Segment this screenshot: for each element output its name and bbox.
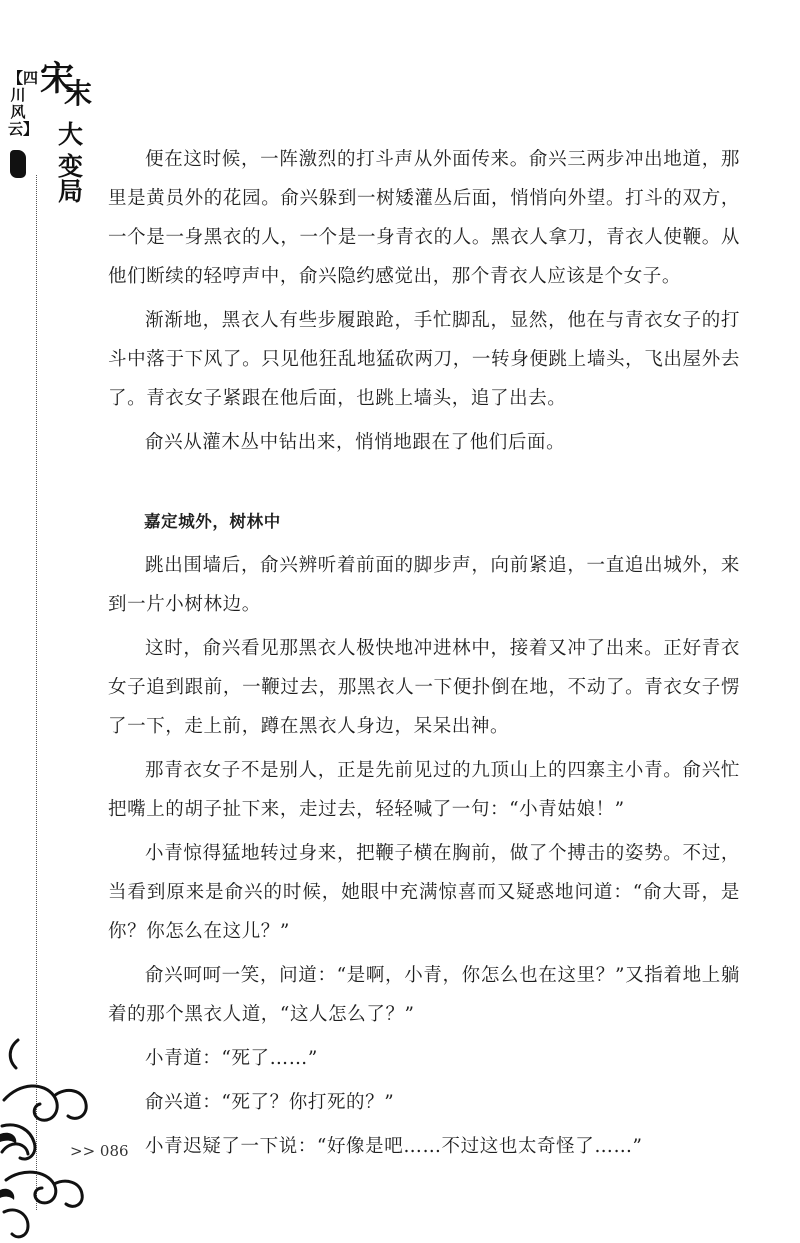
- book-title-char: 宋: [40, 59, 74, 99]
- paragraph: 那青衣女子不是别人，正是先前见过的九顶山上的四寨主小青。俞兴忙把嘴上的胡子扯下来，走过去，轻轻喊了一句：“小青姑娘！”: [108, 760, 740, 820]
- paragraph: 渐渐地，黑衣人有些步履踉跄，手忙脚乱，显然，他在与青衣女子的打斗中落于下风了。只见他狂乱地猛砍两刀，一转身便跳上墙头，飞出屋外去了。青衣女子紧跟在他后面，也跳上墙头，追了出去。: [108, 310, 740, 409]
- paragraph: 俞兴从灌木丛中钻出来，悄悄地跟在了他们后面。: [145, 432, 566, 453]
- section-heading: 嘉定城外，树林中: [144, 512, 281, 531]
- paragraph: 便在这时候，一阵激烈的打斗声从外面传来。俞兴三两步冲出地道，那里是黄员外的花园。俞兴躲到一树矮灌丛后面，悄悄向外望。打斗的双方，一个是一身黑衣的人，一个是一身青衣的人。黑衣人拿刀，青衣人使鞭。从他们断续的轻哼声中，俞兴隐约感觉出，那个青衣人应该是个女子。: [108, 149, 740, 287]
- page-body: [108, 140, 740, 1171]
- page-number: >> 086: [70, 1142, 129, 1160]
- paragraph: 俞兴道：“死了？你打死的？”: [145, 1092, 395, 1113]
- paragraph: 小青惊得猛地转过身来，把鞭子横在胸前，做了个搏击的姿势。不过，当看到原来是俞兴的时候，她眼中充满惊喜而又疑惑地问道：“俞大哥，是你？你怎么在这儿？”: [108, 843, 740, 942]
- book-title-char: 变局: [58, 152, 84, 206]
- book-title-char: 末: [64, 77, 93, 110]
- paragraph: 小青迟疑了一下说：“好像是吧……不过这也太奇怪了……”: [145, 1136, 643, 1157]
- paragraph: 俞兴呵呵一笑，问道：“是啊，小青，你怎么也在这里？”又指着地上躺着的那个黑衣人道，“这人怎么了？”: [108, 965, 740, 1025]
- paragraph: 小青道：“死了……”: [145, 1048, 318, 1069]
- book-title-char: 大: [58, 120, 84, 149]
- paragraph: 这时，俞兴看见那黑衣人极快地冲进林中，接着又冲了出来。正好青衣女子追到跟前，一鞭过去，那黑衣人一下便扑倒在地，不动了。青衣女子愣了一下，走上前，蹲在黑衣人身边，呆呆出神。: [108, 638, 740, 737]
- seal-stamp-icon: [10, 150, 26, 178]
- book-title: [36, 59, 93, 206]
- cloud-ornament-icon: [0, 1030, 110, 1243]
- series-label: 【四川风云】: [8, 69, 39, 138]
- paragraph: 跳出围墙后，俞兴辨听着前面的脚步声，向前紧追，一直追出城外，来到一片小树林边。: [108, 555, 740, 615]
